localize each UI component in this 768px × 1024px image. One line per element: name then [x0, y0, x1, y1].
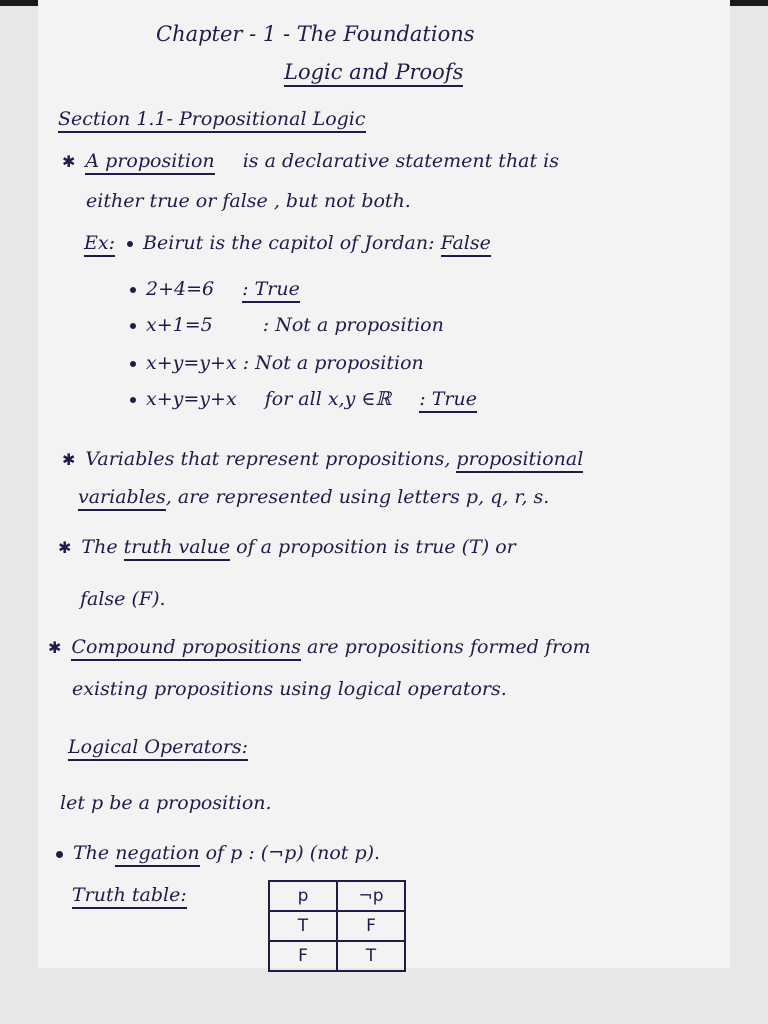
table-row	[269, 941, 405, 971]
let-line: let p be a proposition.	[60, 792, 272, 814]
example-item	[130, 388, 477, 410]
table-header: p	[269, 881, 337, 911]
example-value-true: : True	[419, 388, 477, 413]
star-bullet-icon: ✱	[62, 152, 76, 171]
chapter-title: Chapter - 1 - The Foundations	[156, 22, 475, 46]
star-bullet-icon: ✱	[62, 450, 76, 469]
definition-text-1: is a declarative statement that is	[242, 150, 560, 172]
operators-heading-text: Logical Operators:	[68, 736, 248, 761]
table-header: ¬p	[337, 881, 405, 911]
bullet-icon	[130, 323, 136, 329]
example-first-text: Beirut is the capitol of Jordan:	[143, 232, 435, 254]
table-cell: T	[337, 941, 405, 971]
variables-text: Variables that represent propositions,	[85, 448, 451, 470]
notebook-page	[38, 0, 730, 968]
table-cell: F	[337, 911, 405, 941]
table-cell: F	[269, 941, 337, 971]
compound-line-2: existing propositions using logical operators.	[72, 678, 507, 700]
truth-value-term: truth value	[124, 536, 231, 561]
variables-line-2	[78, 486, 549, 508]
example-first-value: False	[441, 232, 491, 257]
bullet-icon	[130, 361, 136, 367]
definition-line-1	[62, 150, 559, 172]
example-expr: x+y=y+x :	[146, 352, 250, 374]
definition-line-2: either true or false , but not both.	[86, 190, 411, 212]
bullet-icon	[130, 287, 136, 293]
example-value: Not a proposition	[255, 352, 424, 374]
section-heading	[58, 108, 366, 130]
example-value: : True	[242, 278, 300, 303]
chapter-subtitle-text: Logic and Proofs	[284, 60, 463, 87]
truth-value-text: of a proposition is true (T) or	[236, 536, 516, 558]
example-first	[84, 232, 491, 254]
negation-term: negation	[115, 842, 199, 867]
truth-value-line-1	[58, 536, 516, 558]
table-cell: T	[269, 911, 337, 941]
compound-line-1	[48, 636, 591, 658]
negation-prefix: The	[73, 842, 110, 864]
star-bullet-icon: ✱	[48, 638, 62, 657]
bullet-icon	[127, 241, 133, 247]
example-value: : Not a proposition	[262, 314, 444, 336]
bullet-icon	[56, 851, 63, 858]
operators-heading	[68, 736, 248, 758]
table-row	[269, 911, 405, 941]
bullet-icon	[130, 397, 136, 403]
truth-value-line-2: false (F).	[80, 588, 166, 610]
table-header-row	[269, 881, 405, 911]
negation-line	[56, 842, 380, 864]
compound-text: are propositions formed from	[306, 636, 591, 658]
truth-table-label	[72, 884, 187, 906]
section-heading-text: Section 1.1- Propositional Logic	[58, 108, 366, 133]
example-expr: 2+4=6	[146, 278, 215, 300]
compound-term: Compound propositions	[71, 636, 301, 661]
example-item	[130, 352, 424, 374]
example-expr: x+1=5	[146, 314, 213, 336]
negation-text: of p : (¬p) (not p).	[205, 842, 381, 864]
negation-truth-table	[268, 880, 406, 972]
truth-value-prefix: The	[81, 536, 118, 558]
variables-text-2: , are represented using letters p, q, r, s.	[165, 486, 550, 508]
propositional-term: propositional	[456, 448, 583, 473]
example-label: Ex:	[84, 232, 115, 257]
example-item	[130, 278, 300, 300]
truth-table-label-text: Truth table:	[72, 884, 187, 909]
example-value: for all x,y ∈ℝ	[264, 388, 392, 410]
star-bullet-icon: ✱	[58, 538, 72, 557]
example-expr: x+y=y+x	[146, 388, 237, 410]
variables-term: variables	[78, 486, 166, 511]
chapter-subtitle	[284, 60, 463, 84]
variables-line-1	[62, 448, 583, 470]
example-item	[130, 314, 444, 336]
proposition-term: A proposition	[85, 150, 214, 175]
